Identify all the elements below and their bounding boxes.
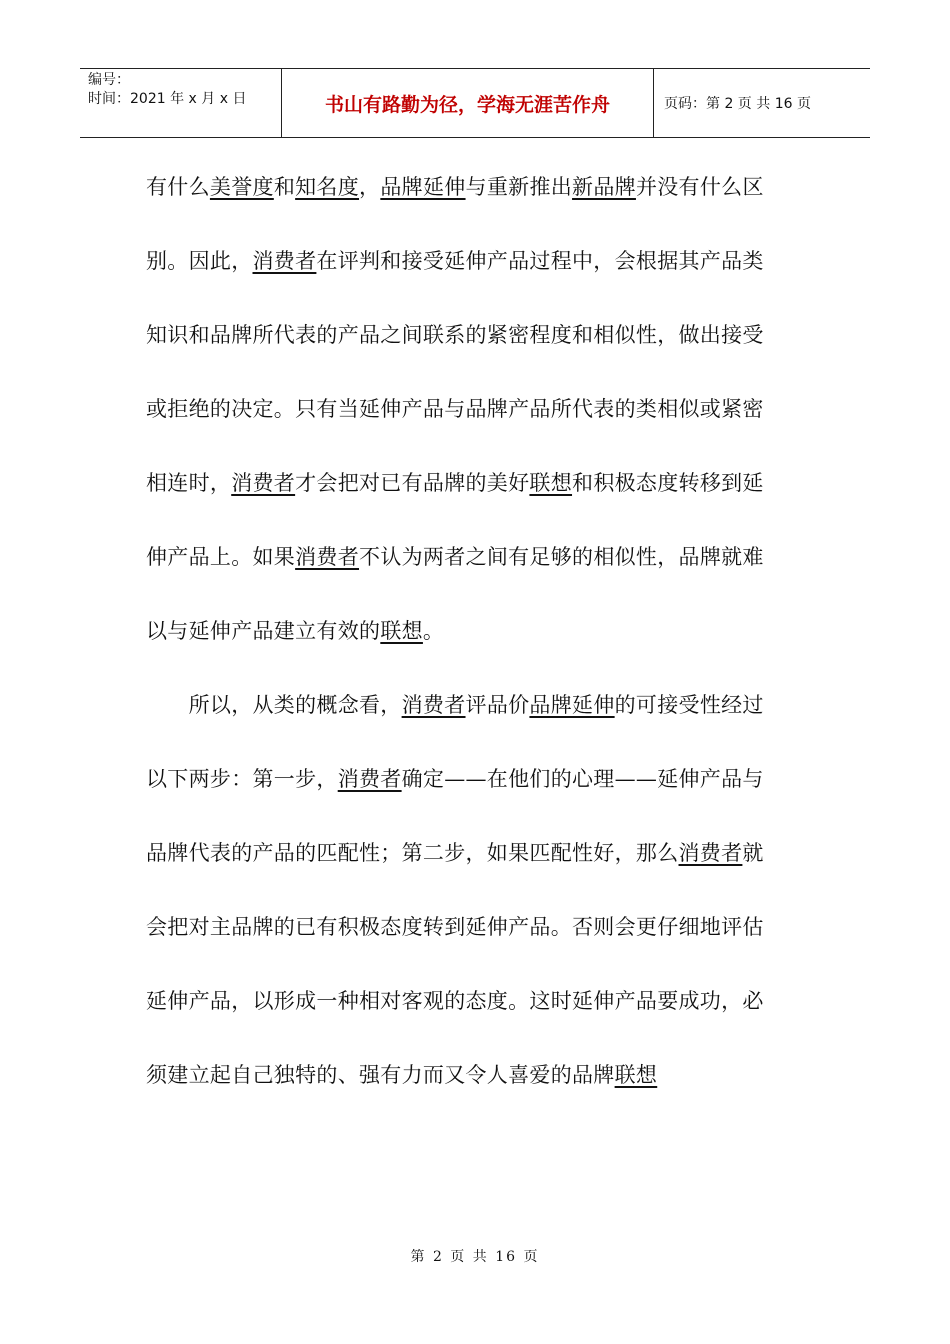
text-segment: 以下两步：第一步， bbox=[146, 767, 338, 791]
text-segment: 确定——在他们的心理——延伸产品与 bbox=[401, 767, 764, 791]
text-segment: 知识和品牌所代表的产品之间联系的紧密程度和相似性，做出接受 bbox=[146, 323, 764, 347]
text-segment: 须建立起自己独特的、强有力而又令人喜爱的品牌 bbox=[146, 1063, 615, 1087]
text-line bbox=[146, 964, 796, 1038]
underlined-term: 消费者 bbox=[295, 545, 360, 569]
text-segment: 与重新推出 bbox=[465, 175, 573, 199]
underlined-term: 消费者 bbox=[231, 471, 296, 495]
text-segment: 在评判和接受延伸产品过程中，会根据其产品类 bbox=[316, 249, 764, 273]
text-segment: 伸产品上。如果 bbox=[146, 545, 296, 569]
text-segment: 所以，从类的概念看， bbox=[146, 693, 402, 717]
number-label: 编号： bbox=[88, 72, 130, 88]
text-line bbox=[146, 816, 796, 890]
underlined-term: 美誉度 bbox=[209, 175, 274, 199]
text-line bbox=[146, 668, 796, 742]
text-segment: 。 bbox=[422, 619, 445, 643]
text-segment: 才会把对已有品牌的美好 bbox=[295, 471, 530, 495]
text-segment: 并没有什么区 bbox=[635, 175, 764, 199]
underlined-term: 消费者 bbox=[678, 841, 743, 865]
page-info: 页码：第 2 页 共 16 页 bbox=[664, 96, 811, 112]
body-text bbox=[146, 150, 796, 1112]
text-line bbox=[146, 150, 796, 224]
underlined-term: 消费者 bbox=[401, 693, 466, 717]
text-segment: 以与延伸产品建立有效的 bbox=[146, 619, 381, 643]
text-line bbox=[146, 890, 796, 964]
text-segment: 别。因此， bbox=[146, 249, 253, 273]
text-segment: 评品价 bbox=[465, 693, 530, 717]
page-footer: 第 2 页 共 16 页 bbox=[410, 1249, 540, 1265]
underlined-term: 消费者 bbox=[337, 767, 402, 791]
underlined-term: 消费者 bbox=[252, 249, 317, 273]
text-segment: 或拒绝的决定。只有当延伸产品与品牌产品所代表的类相似或紧密 bbox=[146, 397, 764, 421]
underlined-term: 品牌延伸 bbox=[529, 693, 615, 717]
text-segment: 就 bbox=[742, 841, 764, 865]
text-segment: 不认为两者之间有足够的相似性，品牌就难 bbox=[359, 545, 764, 569]
text-segment: ， bbox=[359, 175, 381, 199]
text-segment: 有什么 bbox=[146, 175, 210, 199]
text-line bbox=[146, 742, 796, 816]
header-meta bbox=[80, 69, 281, 137]
text-line bbox=[146, 520, 796, 594]
text-line bbox=[146, 594, 796, 668]
motto: 书山有路勤为径，学海无涯苦作舟 bbox=[281, 69, 654, 137]
underlined-term: 联想 bbox=[614, 1063, 658, 1087]
underlined-term: 新品牌 bbox=[572, 175, 636, 199]
text-segment: 和 bbox=[273, 175, 296, 199]
date-label: 时间：2021 年 x 月 x 日 bbox=[88, 91, 247, 107]
text-segment: 和积极态度转移到延 bbox=[572, 471, 764, 495]
text-segment: 延伸产品，以形成一种相对客观的态度。这时延伸产品要成功，必 bbox=[146, 989, 764, 1013]
text-segment: 品牌代表的产品的匹配性；第二步，如果匹配性好，那么 bbox=[146, 841, 679, 865]
underlined-term: 品牌延伸 bbox=[380, 175, 466, 199]
underlined-term: 知名度 bbox=[295, 175, 360, 199]
text-line bbox=[146, 372, 796, 446]
text-line bbox=[146, 298, 796, 372]
text-line bbox=[146, 1038, 796, 1112]
text-line bbox=[146, 224, 796, 298]
underlined-term: 联想 bbox=[529, 471, 573, 495]
text-segment: 的可接受性经过 bbox=[614, 693, 764, 717]
document-header bbox=[80, 68, 870, 138]
text-segment: 会把对主品牌的已有积极态度转到延伸产品。否则会更仔细地评估 bbox=[146, 915, 764, 939]
underlined-term: 联想 bbox=[380, 619, 423, 643]
text-segment: 相连时， bbox=[146, 471, 232, 495]
text-line bbox=[146, 446, 796, 520]
